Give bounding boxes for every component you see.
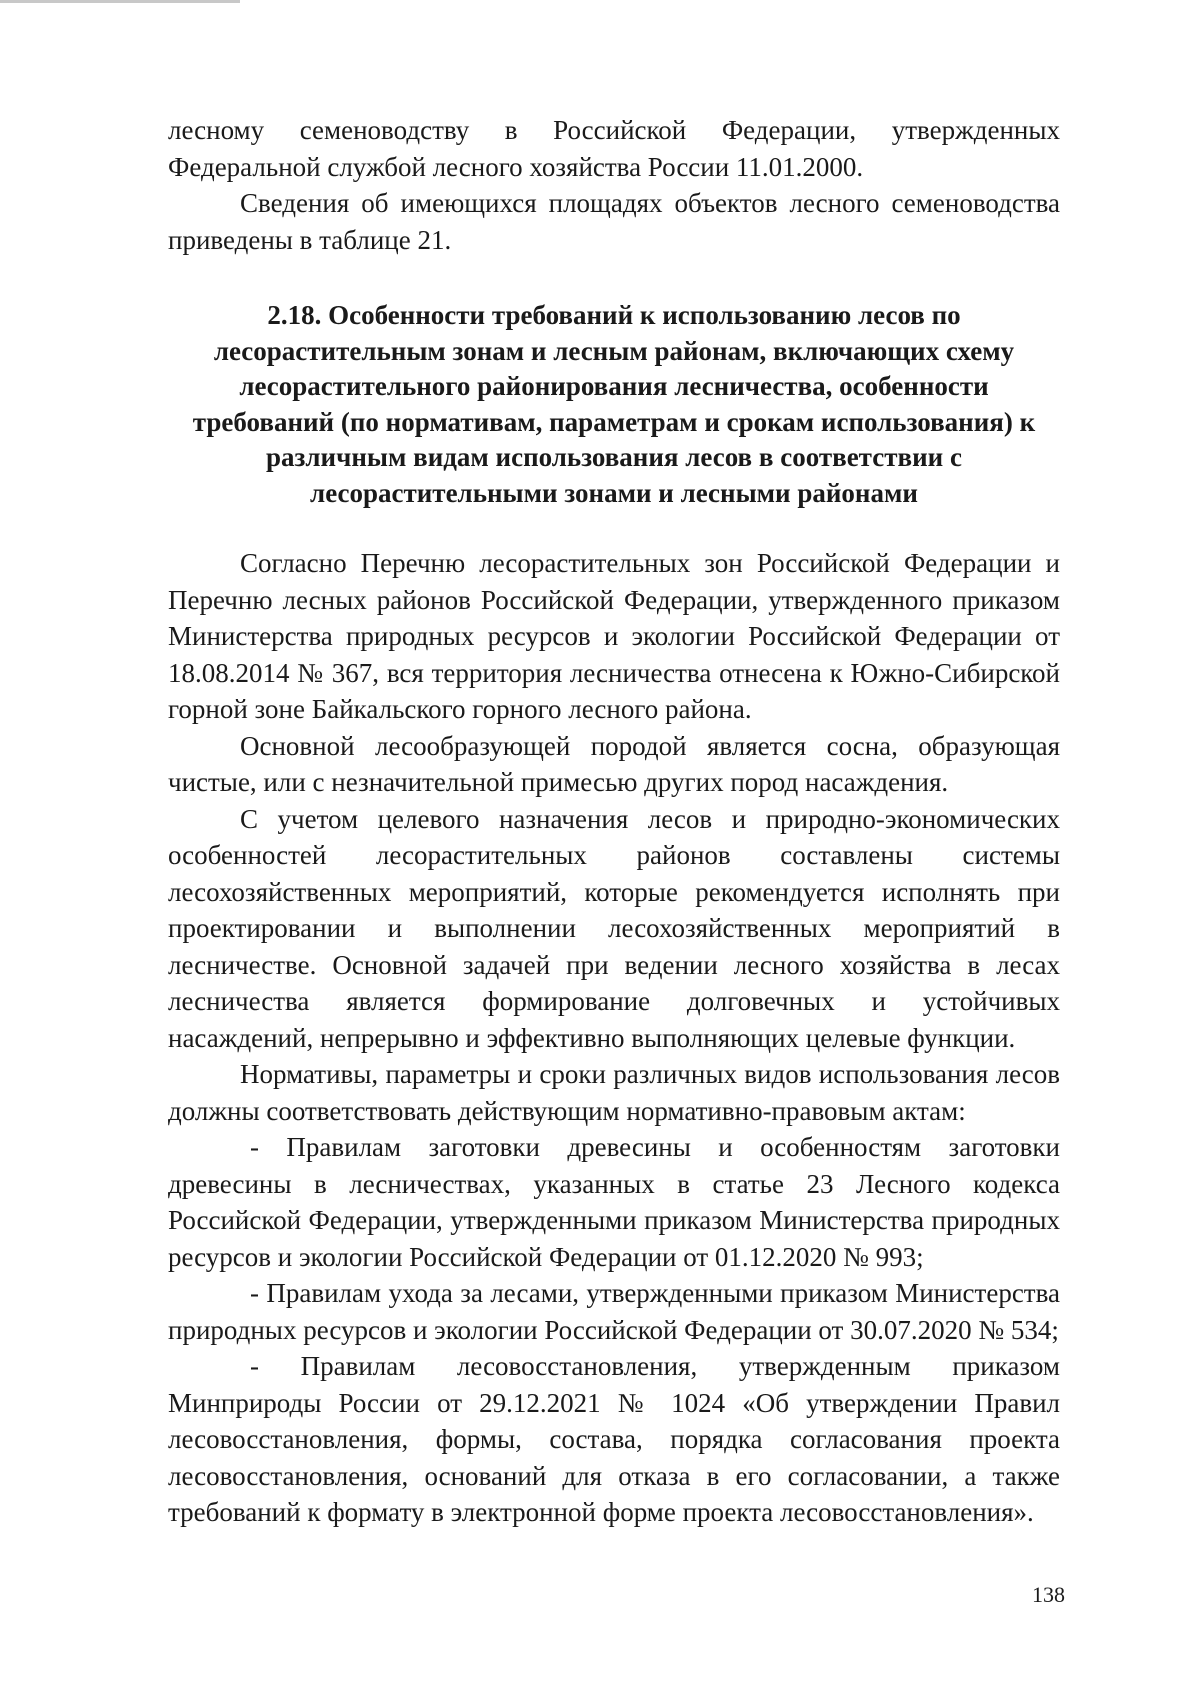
paragraph-continuation: лесному семеноводству в Российской Федерации, утвержденных Федеральной службой лесного хозяйства России 11.01.2000.	[168, 115, 1060, 182]
paragraph-seed-plots: Сведения об имеющихся площадях объектов лесного семеноводства приведены в таблице 21.	[168, 188, 1060, 255]
list-item-forest-care: - Правилам ухода за лесами, утвержденными приказом Министерства природных ресурсов и экологии Российской Федерации от 30.07.2020 № 534;	[168, 1278, 1060, 1345]
section-heading: 2.18. Особенности требований к использованию лесов по лесорастительным зонам и лесным районам, включающих схему лесорастительного районирования лесничества, особенности требований (по нормативам, параметрам и срокам использования) к различным видам использования лесов в соответствии с лесорастительными зонами и лесными районами	[192, 300, 1036, 508]
paragraph-regulations: Нормативы, параметры и сроки различных видов использования лесов должны соответствовать действующим нормативно-правовым актам:	[168, 1059, 1060, 1126]
list-item-timber-harvesting: - Правилам заготовки древесины и особенностям заготовки древесины в лесничествах, указанных в статье 23 Лесного кодекса Российской Федерации, утвержденными приказом Министерства природных ресурсов и экологии Российской Федерации от 01.12.2020 № 993;	[168, 1132, 1060, 1272]
paragraph-main-species: Основной лесообразующей породой является сосна, образующая чистые, или с незначительной примесью других пород насаждения.	[168, 730, 1060, 797]
page-number: 138	[1032, 1582, 1065, 1607]
page-content	[168, 112, 1060, 1531]
scan-edge-mark	[0, 0, 240, 3]
paragraph-forest-zones: Согласно Перечню лесорастительных зон Российской Федерации и Перечню лесных районов Российской Федерации, утвержденного приказом Министерства природных ресурсов и экологии Российской Федерации от 18.08.2014 № 367, вся территория лесничества отнесена к Южно-Сибирской горной зоне Байкальского горного лесного района.	[168, 548, 1060, 724]
list-item-reforestation: - Правилам лесовосстановления, утвержденным приказом Минприроды России от 29.12.2021 № 1024 «Об утверждении Правил лесовосстановления, формы, состава, порядка согласования проекта лесовосстановления, оснований для отказа в его согласовании, а также требований к формату в электронной форме проекта лесовосстановления».	[168, 1351, 1060, 1527]
paragraph-forestry-measures: С учетом целевого назначения лесов и природно-экономических особенностей лесорастительных районов составлены системы лесохозяйственных мероприятий, которые рекомендуется исполнять при проектировании и выполнении лесохозяйственных мероприятий в лесничестве. Основной задачей при ведении лесного хозяйства в лесах лесничества является формирование долговечных и устойчивых насаждений, непрерывно и эффективно выполняющих целевые функции.	[168, 803, 1060, 1053]
